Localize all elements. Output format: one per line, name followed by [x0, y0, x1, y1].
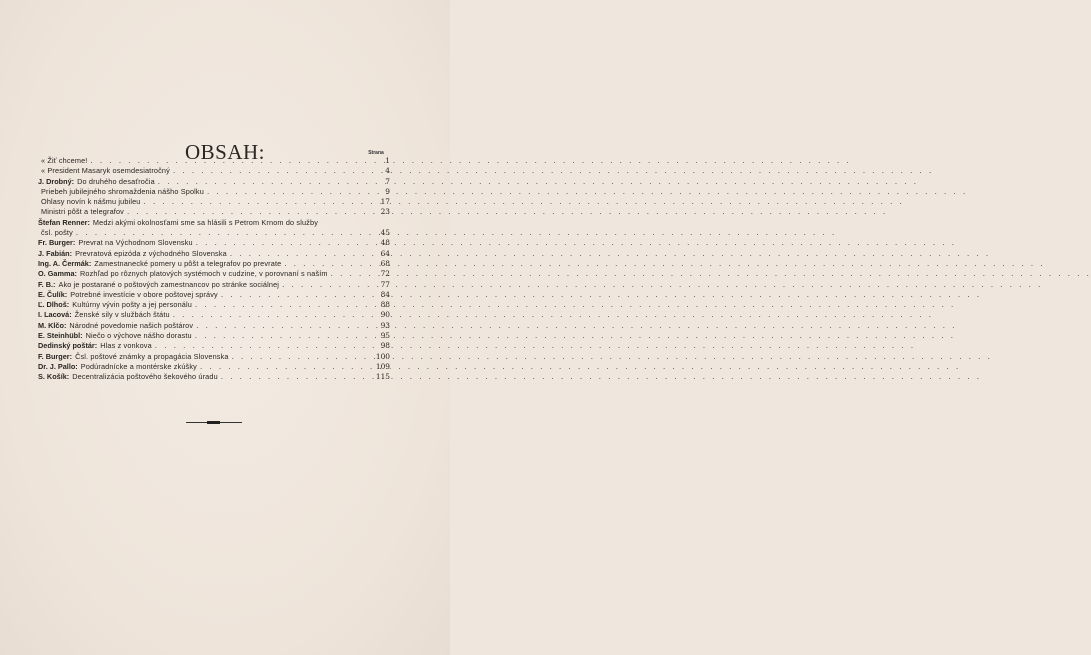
leader-dots — [173, 310, 934, 320]
ornamental-divider — [186, 422, 242, 423]
toc-entry — [38, 321, 388, 331]
toc-entry-page: 98 — [380, 341, 390, 351]
toc-entry-title: Ženské sily v službách štátu — [74, 310, 170, 320]
leader-dots — [331, 269, 1091, 279]
leader-dots — [284, 259, 1045, 269]
toc-entry — [38, 280, 388, 290]
toc-entry-author: E. Čulík: — [38, 289, 68, 299]
toc-entry — [38, 290, 388, 300]
toc-entry-title: Kultúrny vývin pošty a jej personálu — [72, 300, 192, 310]
toc-entry-author: M. Klčo: — [38, 320, 67, 330]
toc-entry — [38, 228, 388, 238]
toc-entry-title: Rozhľad po rôznych platových systémoch v cudzine, v porovnaní s naším — [79, 269, 328, 279]
toc-entry — [38, 269, 388, 279]
leader-dots — [221, 290, 982, 300]
toc-entry — [38, 331, 388, 341]
toc-entry-title: Do druhého desaťročia — [77, 176, 155, 186]
page-column-header: Strana — [368, 150, 384, 156]
toc-entry — [38, 218, 388, 228]
toc-entry-author: Dr. J. Pallo: — [38, 361, 78, 371]
toc-entry-title: Zamestnanecké pomery u pôšt a telegrafov po prevrate — [94, 258, 282, 268]
leader-dots — [195, 331, 956, 341]
toc-entry — [38, 177, 388, 187]
leader-dots — [90, 156, 851, 166]
toc-entry-author: F. B.: — [38, 279, 56, 289]
toc-entry-page: 68 — [380, 258, 390, 268]
toc-entry-author: J. Drobný: — [38, 176, 75, 186]
toc-entry-title: Priebeh jubilejného shromaždenia nášho Spolku — [41, 186, 204, 196]
toc-entry-title: čsl. pošty — [41, 228, 73, 238]
toc-entry-title: Medzi akými okolnosťami sme sa hlásili s Petrom Krnom do služby — [92, 217, 318, 227]
toc-entry-author: J. Fabián: — [38, 248, 73, 258]
toc-entry-title: Hlas z vonkova — [100, 341, 152, 351]
toc-entry-title: Čsl. poštové známky a propagácia Slovenska — [75, 351, 229, 361]
toc-entry-page: 4 — [385, 166, 390, 176]
toc-entry-author: Ľ. Dlhoš: — [38, 300, 70, 310]
toc-entry-page: 7 — [385, 176, 390, 186]
toc-entry-author: Fr. Burger: — [38, 238, 76, 248]
leader-dots — [230, 249, 991, 259]
toc-entry-author: I. Lacová: — [38, 310, 72, 320]
toc-entry — [38, 310, 388, 320]
leader-dots — [76, 228, 837, 238]
leader-dots — [173, 166, 934, 176]
toc-entry — [38, 156, 388, 166]
toc-entry — [38, 249, 388, 259]
leader-dots — [127, 207, 888, 217]
toc-entry-page: 93 — [380, 320, 390, 330]
document-page — [0, 0, 450, 655]
toc-entry-title: Prevratová epizóda z východného Slovenska — [75, 248, 227, 258]
toc-entry-page: 23 — [380, 207, 390, 217]
leader-dots — [195, 300, 956, 310]
toc-entry-title: Ministri pôšt a telegrafov — [41, 207, 124, 217]
leader-dots — [196, 238, 957, 248]
toc-entry — [38, 300, 388, 310]
toc-entry-author: S. Košík: — [38, 372, 70, 382]
leader-dots — [221, 372, 982, 382]
toc-entry — [38, 259, 388, 269]
toc-entry-title: Decentralizácia poštového šekového úradu — [72, 372, 218, 382]
toc-entry-title: Prevrat na Východnom Slovensku — [78, 238, 193, 248]
toc-entry-title: Niečo o výchove nášho dorastu — [85, 331, 192, 341]
leader-dots — [144, 197, 905, 207]
toc-entry — [38, 207, 388, 217]
toc-entry-title: « Žiť chceme! — [41, 156, 88, 165]
toc-entry-page: 88 — [380, 300, 390, 310]
toc-entry-author: Štefan Renner: — [38, 217, 90, 227]
toc-entry — [38, 187, 388, 197]
toc-entry-page: 72 — [380, 269, 390, 279]
toc-entry-author: Ing. A. Čermák: — [38, 258, 92, 268]
toc-entry-title: Národné povedomie našich poštárov — [69, 320, 194, 330]
leader-dots — [232, 352, 993, 362]
toc-entry-title: Ohlasy novín k nášmu jubileu — [41, 197, 141, 207]
toc-entry-page: 109 — [375, 361, 390, 371]
toc-entry — [38, 341, 388, 351]
toc-entry-page: 77 — [380, 279, 390, 289]
toc-entry-title: Ako je postarané o poštových zamestnancov po stránke sociálnej — [58, 279, 280, 289]
page-title: OBSAH: — [184, 140, 266, 164]
leader-dots — [282, 280, 1043, 290]
toc-entry — [38, 362, 388, 372]
toc-entry — [38, 166, 388, 176]
toc-entry-author: Dedinský poštár: — [38, 341, 98, 351]
toc-entry — [38, 197, 388, 207]
toc-entry — [38, 372, 388, 382]
toc-entry-author: O. Gamma: — [38, 269, 77, 279]
leader-dots — [158, 177, 919, 187]
toc-entry-title: « President Masaryk osemdesiatročný — [41, 166, 170, 176]
toc-entry-page: 1 — [385, 156, 390, 165]
toc-entry-page: 64 — [380, 248, 390, 258]
leader-dots — [200, 362, 961, 372]
toc-entry — [38, 238, 388, 248]
leader-dots — [196, 321, 957, 331]
toc-entry-page: 95 — [380, 331, 390, 341]
toc-entry-author: E. Steinhübl: — [38, 331, 83, 341]
toc-entry-page: 45 — [380, 228, 390, 238]
leader-dots — [155, 341, 916, 351]
toc-entry-page: 48 — [380, 238, 390, 248]
toc-entry — [38, 352, 388, 362]
toc-entry-page: 9 — [385, 186, 390, 196]
leader-dots — [207, 187, 968, 197]
toc-entry-page: 90 — [380, 310, 390, 320]
toc-entry-author: F. Burger: — [38, 351, 73, 361]
toc-entry-title: Potrebné investície v obore poštovej správy — [70, 289, 218, 299]
toc-entry-title: Podúradnícke a montérske zkúšky — [80, 361, 197, 371]
table-of-contents — [38, 156, 388, 383]
toc-entry-page: 17 — [380, 197, 390, 207]
toc-entry-page: 84 — [380, 289, 390, 299]
toc-entry-page: 115 — [375, 372, 390, 382]
toc-entry-page: 100 — [375, 351, 390, 361]
